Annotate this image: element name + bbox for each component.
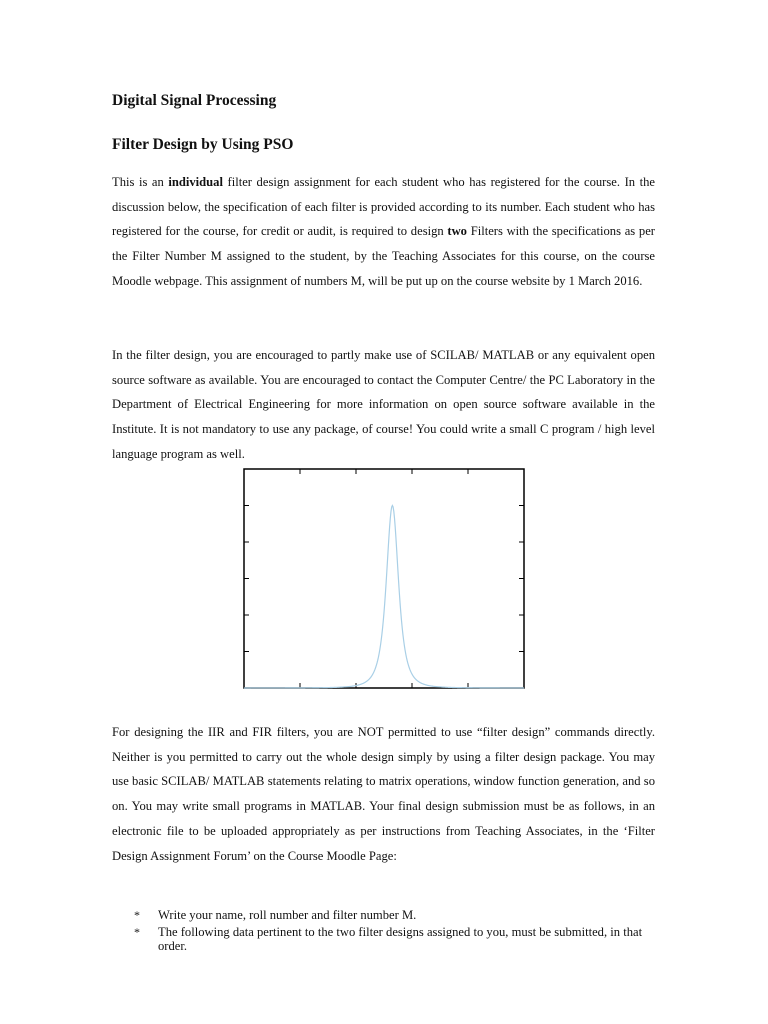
- document-title: Digital Signal Processing: [112, 92, 277, 109]
- plot-frame: [244, 469, 524, 688]
- filter-response-chart: [242, 467, 526, 690]
- submission-list: [132, 908, 662, 956]
- bullet-mark: *: [134, 908, 140, 922]
- paragraph-intro: [112, 170, 655, 294]
- filter-response-figure: [242, 467, 526, 690]
- document-subtitle: Filter Design by Using PSO: [112, 136, 294, 153]
- paragraph-rules: For designing the IIR and FIR filters, you are NOT permitted to use “filter design” commands directly. Neither is you permitted to carry out the whole design simply by using a filter design package. You may use basic SCILAB/ MATLAB statements relating to matrix operations, window function generation, and so on. You may write small programs in MATLAB. Your final design submission must be as follows, in an electronic file to be uploaded appropriately as per instructions from Teaching Associates, in the ‘Filter Design Assignment Forum’ on the Course Moodle Page:: [112, 725, 655, 863]
- intro-bold-individual: individual: [168, 175, 223, 189]
- list-item-text: Write your name, roll number and filter number M.: [158, 908, 417, 922]
- intro-bold-two: two: [447, 224, 467, 239]
- list-item: [132, 908, 662, 923]
- list-item: [132, 925, 662, 954]
- list-item-text: The following data pertinent to the two filter designs assigned to you, must be submitted, in that order.: [158, 924, 643, 953]
- paragraph-software: In the filter design, you are encouraged to partly make use of SCILAB/ MATLAB or any equivalent open source software as available. You are encouraged to contact the Computer Centre/ the PC Laboratory in the Department of Electrical Engineering for more information on open source software available in the Institute. It is not mandatory to use any package, of course! You could write a small C program / high level language program as well.: [112, 348, 655, 461]
- intro-text-b: filter design assignment for each student who has registered for the course. In the discussion below, the specification of each filter is provided according to its number. Each student who has registered for the course, for credit or audit, is required to design: [112, 175, 655, 239]
- bullet-mark: *: [134, 924, 140, 939]
- intro-text-c: Filters with the specifications as per the Filter Number M assigned to the student, by the Teaching Associates for this course, on the course Moodle webpage. This assignment of numbers M, will be put up on the course website by 1 March 2016.: [112, 224, 655, 288]
- intro-text-a: This is an: [112, 175, 169, 189]
